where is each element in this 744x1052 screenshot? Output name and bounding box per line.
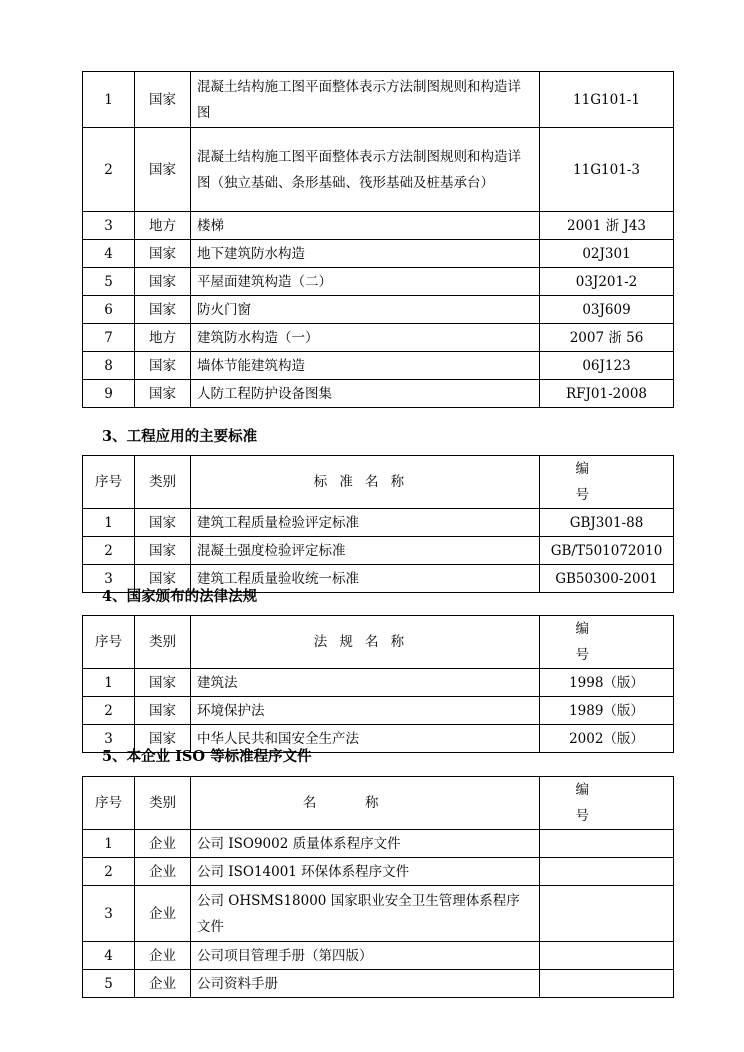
table-row (83, 324, 674, 352)
table-row (83, 128, 674, 212)
row-code: 1998（版） (540, 669, 674, 697)
row-number: 1 (83, 830, 135, 858)
row-number: 2 (83, 858, 135, 886)
row-number: 3 (83, 725, 135, 753)
row-code: RFJ01-2008 (540, 380, 674, 408)
table-row (83, 830, 674, 858)
row-category: 企业 (135, 858, 191, 886)
row-code (540, 886, 674, 942)
row-number: 4 (83, 942, 135, 970)
table-row (83, 537, 674, 565)
standards-table (82, 455, 674, 593)
row-category: 企业 (135, 970, 191, 998)
row-number: 3 (83, 886, 135, 942)
row-name: 防火门窗 (191, 296, 540, 324)
row-name: 建筑法 (191, 669, 540, 697)
row-category: 企业 (135, 886, 191, 942)
iso-table (82, 776, 674, 998)
table-row (83, 268, 674, 296)
table-header-row (83, 616, 674, 669)
table-row (83, 942, 674, 970)
row-code: 02J301 (540, 240, 674, 268)
row-name: 公司 ISO14001 环保体系程序文件 (191, 858, 540, 886)
row-number: 2 (83, 697, 135, 725)
row-code: 06J123 (540, 352, 674, 380)
table-row (83, 72, 674, 128)
row-number: 2 (83, 537, 135, 565)
row-code: 2001 浙 J43 (540, 212, 674, 240)
table-row (83, 886, 674, 942)
header-code: 编号 (540, 456, 674, 509)
header-name: 名称 (191, 777, 540, 830)
row-number: 4 (83, 240, 135, 268)
row-name: 公司 ISO9002 质量体系程序文件 (191, 830, 540, 858)
row-name: 地下建筑防水构造 (191, 240, 540, 268)
table-row (83, 858, 674, 886)
row-category: 地方 (135, 324, 191, 352)
row-name: 环境保护法 (191, 697, 540, 725)
row-name: 建筑防水构造（一） (191, 324, 540, 352)
row-category: 企业 (135, 942, 191, 970)
header-category: 类别 (135, 777, 191, 830)
atlas-table (82, 71, 674, 408)
row-name: 楼梯 (191, 212, 540, 240)
header-code: 编号 (540, 616, 674, 669)
row-code: 2002（版） (540, 725, 674, 753)
header-name: 法规名称 (191, 616, 540, 669)
table-row (83, 509, 674, 537)
row-number: 5 (83, 970, 135, 998)
row-category: 国家 (135, 509, 191, 537)
row-name: 混凝土结构施工图平面整体表示方法制图规则和构造详图（独立基础、条形基础、筏形基础及桩基承台） (191, 128, 540, 212)
row-number: 9 (83, 380, 135, 408)
table-header-row (83, 456, 674, 509)
row-code: 11G101-1 (540, 72, 674, 128)
row-category: 国家 (135, 669, 191, 697)
table-row (83, 697, 674, 725)
row-category: 国家 (135, 296, 191, 324)
table-row (83, 380, 674, 408)
row-name: 混凝土结构施工图平面整体表示方法制图规则和构造详图 (191, 72, 540, 128)
row-category: 地方 (135, 212, 191, 240)
row-code: GB/T501072010 (540, 537, 674, 565)
table-row (83, 240, 674, 268)
laws-table (82, 615, 674, 753)
row-name: 公司项目管理手册（第四版） (191, 942, 540, 970)
row-number: 3 (83, 565, 135, 593)
section-title-iso: 5、本企业 ISO 等标准程序文件 (102, 748, 312, 765)
row-category: 国家 (135, 352, 191, 380)
row-category: 国家 (135, 128, 191, 212)
row-code: 1989（版） (540, 697, 674, 725)
table-header-row (83, 777, 674, 830)
section-title-laws: 4、国家颁布的法律法规 (102, 588, 258, 605)
row-number: 1 (83, 72, 135, 128)
table-row (83, 970, 674, 998)
header-name: 标准名称 (191, 456, 540, 509)
row-name: 公司资料手册 (191, 970, 540, 998)
row-category: 国家 (135, 697, 191, 725)
table-row (83, 296, 674, 324)
row-code: 11G101-3 (540, 128, 674, 212)
row-code (540, 830, 674, 858)
row-code: GBJ301-88 (540, 509, 674, 537)
row-category: 国家 (135, 565, 191, 593)
row-code: 03J201-2 (540, 268, 674, 296)
row-number: 8 (83, 352, 135, 380)
row-category: 企业 (135, 830, 191, 858)
row-code (540, 970, 674, 998)
header-number: 序号 (83, 616, 135, 669)
row-number: 3 (83, 212, 135, 240)
row-code: 2007 浙 56 (540, 324, 674, 352)
row-category: 国家 (135, 725, 191, 753)
row-name: 混凝土强度检验评定标准 (191, 537, 540, 565)
row-number: 7 (83, 324, 135, 352)
header-number: 序号 (83, 777, 135, 830)
header-code: 编号 (540, 777, 674, 830)
row-code (540, 942, 674, 970)
row-number: 1 (83, 669, 135, 697)
row-category: 国家 (135, 268, 191, 296)
row-category: 国家 (135, 240, 191, 268)
row-name: 中华人民共和国安全生产法 (191, 725, 540, 753)
row-category: 国家 (135, 72, 191, 128)
table-row (83, 212, 674, 240)
row-name: 建筑工程质量检验评定标准 (191, 509, 540, 537)
header-category: 类别 (135, 456, 191, 509)
row-name: 平屋面建筑构造（二） (191, 268, 540, 296)
row-code: GB50300-2001 (540, 565, 674, 593)
row-name: 建筑工程质量验收统一标准 (191, 565, 540, 593)
row-number: 1 (83, 509, 135, 537)
row-name: 公司 OHSMS18000 国家职业安全卫生管理体系程序文件 (191, 886, 540, 942)
row-number: 5 (83, 268, 135, 296)
header-number: 序号 (83, 456, 135, 509)
table-row (83, 669, 674, 697)
row-category: 国家 (135, 537, 191, 565)
section-title-standards: 3、工程应用的主要标准 (102, 428, 258, 445)
row-name: 人防工程防护设备图集 (191, 380, 540, 408)
row-number: 2 (83, 128, 135, 212)
row-name: 墙体节能建筑构造 (191, 352, 540, 380)
row-category: 国家 (135, 380, 191, 408)
row-number: 6 (83, 296, 135, 324)
table-row (83, 352, 674, 380)
header-category: 类别 (135, 616, 191, 669)
row-code (540, 858, 674, 886)
row-code: 03J609 (540, 296, 674, 324)
